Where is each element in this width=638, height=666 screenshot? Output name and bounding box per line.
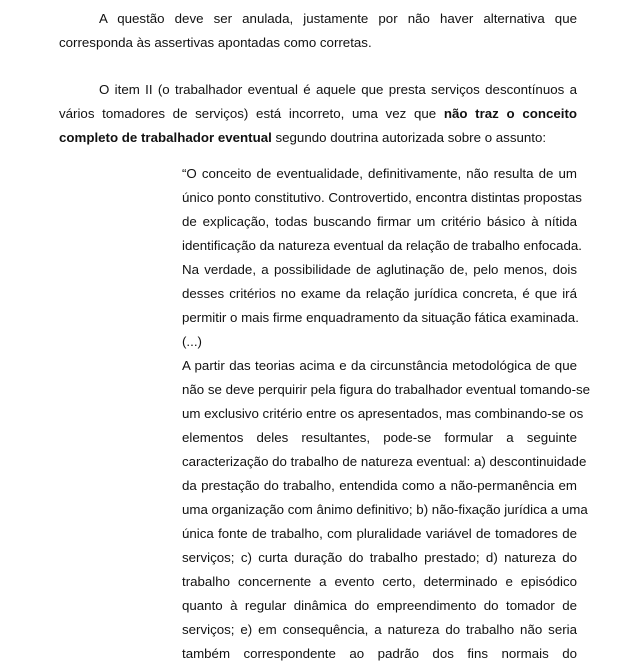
quote-line: um exclusivo critério entre os apresentados, mas combinando-se os (182, 406, 584, 421)
quote-line: serviços; e) em consequência, a natureza do trabalho não seria (182, 622, 577, 637)
quote-line: permitir o mais firme enquadramento da situação fática examinada. (182, 310, 579, 325)
quote-line: não se deve perquirir pela figura do trabalhador eventual tomando-se (182, 382, 591, 397)
quote-line: também correspondente ao padrão dos fins normais do (182, 646, 577, 661)
quote-line: elementos deles resultantes, pode-se formular a seguinte (182, 430, 577, 445)
paragraph-item-ii-end: segundo doutrina autorizada sobre o assunto: (271, 130, 547, 145)
quote-line: “O conceito de eventualidade, definitivamente, não resulta de um (182, 166, 577, 181)
quote-line: da prestação do trabalho, entendida como a não-permanência em (182, 478, 577, 493)
paragraph-item-ii (59, 78, 577, 150)
paragraph-item-ii-text: O item II (o trabalhador eventual é aquele que presta serviços descontínuos a vários tomadores de serviços) está incorreto, uma vez que (59, 82, 577, 121)
quote-line: única fonte de trabalho, com pluralidade variável de tomadores de (182, 526, 577, 541)
quote-line: serviços; c) curta duração do trabalho prestado; d) natureza do (182, 550, 577, 565)
doctrine-quote (182, 162, 591, 666)
quote-line: de explicação, todas buscando firmar um critério básico à nítida (182, 214, 577, 229)
quote-line: identificação da natureza eventual da relação de trabalho enfocada. (182, 238, 582, 253)
quote-line: A partir das teorias acima e da circunstância metodológica de que (182, 358, 577, 373)
paragraph-item-ii-bold: não traz o conceito completo de trabalhador eventual (59, 106, 577, 145)
quote-line: uma organização com ânimo definitivo; b) não-fixação jurídica a uma (182, 502, 588, 517)
quote-line: desses critérios no exame da relação jurídica concreta, é que irá (182, 286, 577, 301)
paragraph-annulment (59, 7, 577, 55)
quote-ellipsis: (...) (182, 334, 202, 349)
quote-line: trabalho concernente a evento certo, determinado e episódico (182, 574, 577, 589)
quote-line: único ponto constitutivo. Controvertido, encontra distintas propostas (182, 190, 582, 205)
quote-line: quanto à regular dinâmica do empreendimento do tomador de (182, 598, 577, 613)
quote-line: Na verdade, a possibilidade de aglutinação de, pelo menos, dois (182, 262, 577, 277)
quote-line: caracterização do trabalho de natureza eventual: a) descontinuidade (182, 454, 587, 469)
paragraph-annulment-text: A questão deve ser anulada, justamente por não haver alternativa que corresponda às assertivas apontadas como corretas. (59, 11, 577, 50)
